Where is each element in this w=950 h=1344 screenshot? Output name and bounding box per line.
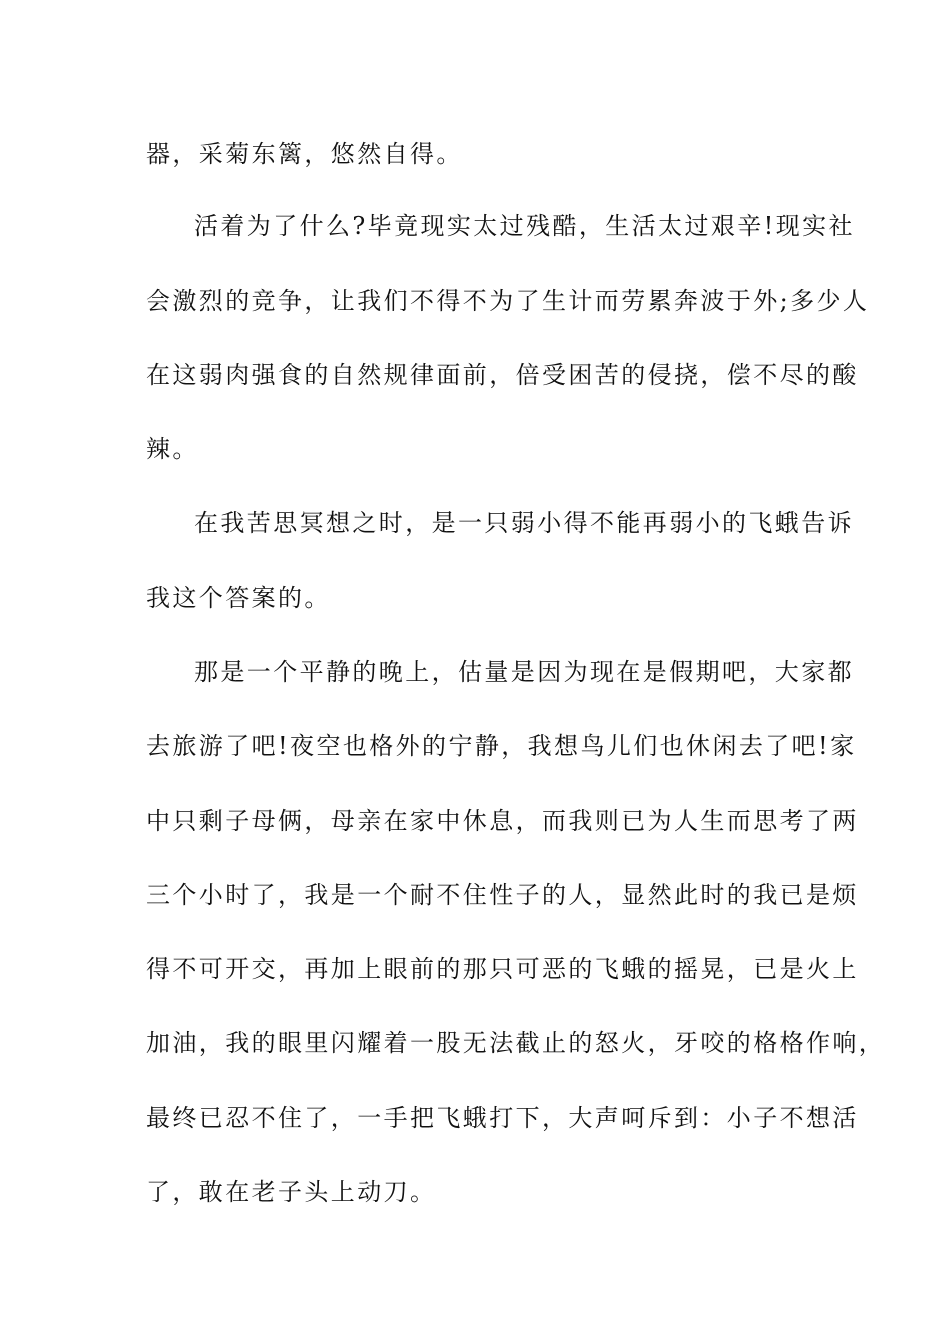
paragraph-first-line: 在我苦思冥想之时，是一只弱小得不能再弱小的飞蛾告诉 bbox=[194, 509, 854, 537]
text-line: 三个小时了，我是一个耐不住性子的人，显然此时的我已是烦 bbox=[146, 881, 859, 909]
paragraph-first-line: 活着为了什么?毕竟现实太过残酷，生活太过艰辛!现实社 bbox=[194, 212, 855, 240]
text-line: 中只剩子母俩，母亲在家中休息，而我则已为人生而思考了两 bbox=[146, 807, 859, 835]
text-line: 加油，我的眼里闪耀着一股无法截止的怒火，牙咬的格格作响， bbox=[146, 1029, 886, 1057]
text-line: 去旅游了吧!夜空也格外的宁静，我想鸟儿们也休闲去了吧!家 bbox=[146, 732, 857, 760]
text-line: 在这弱肉强食的自然规律面前，倍受困苦的侵挠，偿不尽的酸 bbox=[146, 361, 859, 389]
text-line: 了，敢在老子头上动刀。 bbox=[146, 1178, 437, 1206]
paragraph-first-line: 那是一个平静的晚上，估量是因为现在是假期吧，大家都 bbox=[194, 658, 854, 686]
text-line: 最终已忍不住了，一手把飞蛾打下，大声呵斥到：小子不想活 bbox=[146, 1104, 859, 1132]
text-line: 辣。 bbox=[146, 435, 199, 463]
text-line: 会激烈的竞争，让我们不得不为了生计而劳累奔波于外;多少人 bbox=[146, 287, 870, 315]
text-line: 得不可开交，再加上眼前的那只可恶的飞蛾的摇晃，已是火上 bbox=[146, 955, 859, 983]
text-line: 器，采菊东篱，悠然自得。 bbox=[146, 140, 463, 168]
text-line: 我这个答案的。 bbox=[146, 584, 331, 612]
